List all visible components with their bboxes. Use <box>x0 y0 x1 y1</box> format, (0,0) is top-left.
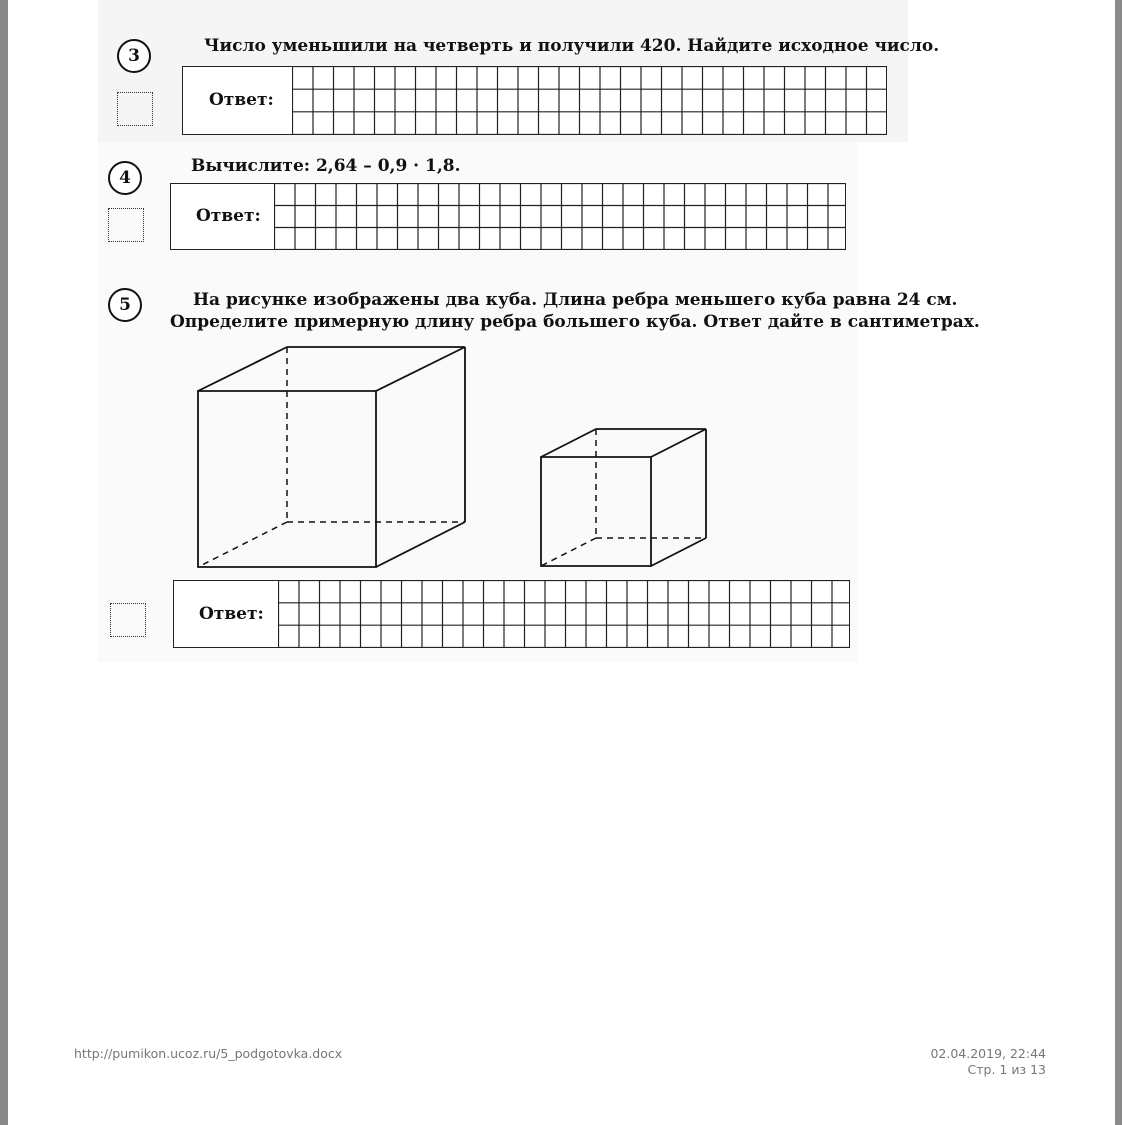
task-5-question-line1: На рисунке изображены два куба. Длина ребра меньшего куба равна 24 см. <box>193 290 958 310</box>
task-4-question: Вычислите: 2,64 – 0,9 · 1,8. <box>191 156 461 176</box>
task-3-score-box <box>117 92 153 126</box>
footer-datetime: 02.04.2019, 22:44 <box>930 1046 1046 1061</box>
task-3-answer-grid[interactable] <box>292 66 887 135</box>
task-5-answer-label: Ответ: <box>199 604 264 624</box>
small-cube-edge <box>651 538 706 566</box>
task-3-number: 3 <box>117 39 151 73</box>
small-cube-hidden-edge <box>541 538 596 566</box>
large-cube-edge <box>198 347 287 391</box>
two-cubes-figure <box>190 340 730 575</box>
task-5-score-box <box>110 603 146 637</box>
task-3-question: Число уменьшили на четверть и получили 420. Найдите исходное число. <box>204 36 940 56</box>
footer-page: Стр. 1 из 13 <box>967 1062 1046 1077</box>
small-cube-edge <box>651 429 706 457</box>
task-5-answer-grid[interactable] <box>278 580 850 648</box>
footer-url: http://pumikon.ucoz.ru/5_podgotovka.docx <box>74 1046 343 1061</box>
large-cube-hidden-edge <box>198 522 287 567</box>
viewer-left-edge <box>0 0 8 1125</box>
task-5-number: 5 <box>108 288 142 322</box>
task-3-answer-label: Ответ: <box>209 90 274 110</box>
small-cube-edge <box>541 429 596 457</box>
large-cube-edge <box>376 347 465 391</box>
large-cube-edge <box>376 522 465 567</box>
viewer-right-edge <box>1115 0 1122 1125</box>
task-4-score-box <box>108 208 144 242</box>
task-4-answer-grid[interactable] <box>274 183 846 250</box>
task-5-question-line2: Определите примерную длину ребра большего куба. Ответ дайте в сантиметрах. <box>170 312 980 332</box>
task-4-answer-label: Ответ: <box>196 206 261 226</box>
task-4-number: 4 <box>108 161 142 195</box>
